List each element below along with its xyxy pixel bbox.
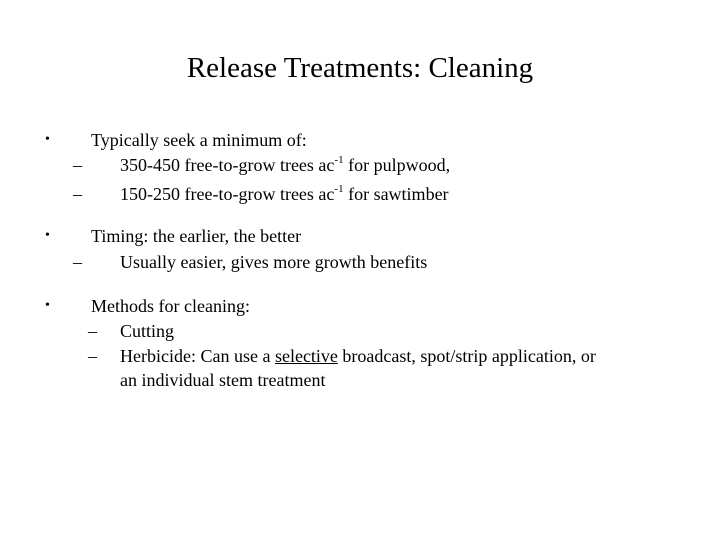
list-item-text: for sawtimber bbox=[343, 184, 449, 204]
slide-title: Release Treatments: Cleaning bbox=[186, 52, 534, 84]
list-item-sawtimber bbox=[120, 182, 449, 206]
list-item-text: 150-250 free-to-grow trees ac bbox=[120, 184, 335, 204]
bullet-heading-methods: Methods for cleaning: bbox=[91, 296, 250, 316]
bullet-icon: • bbox=[45, 298, 50, 313]
bullet-icon: • bbox=[45, 228, 50, 243]
list-item-text: for pulpwood, bbox=[343, 155, 451, 175]
bullet-heading-minimum: Typically seek a minimum of: bbox=[91, 130, 307, 150]
list-item-herbicide bbox=[120, 344, 596, 368]
list-item-easier: Usually easier, gives more growth benefits bbox=[120, 252, 428, 272]
underlined-word: selective bbox=[274, 346, 338, 366]
list-item-text: 350-450 free-to-grow trees ac bbox=[120, 155, 335, 175]
dash-icon: – bbox=[73, 155, 82, 175]
list-item-cutting: Cutting bbox=[120, 321, 175, 341]
bullet-heading-timing: Timing: the earlier, the better bbox=[91, 226, 302, 246]
dash-icon: – bbox=[73, 184, 82, 204]
list-item-pulpwood bbox=[120, 153, 450, 177]
dash-icon: – bbox=[88, 346, 97, 366]
list-item-herbicide-continuation: an individual stem treatment bbox=[120, 370, 326, 390]
superscript: -1 bbox=[334, 183, 344, 195]
bullet-icon: • bbox=[45, 132, 50, 147]
dash-icon: – bbox=[88, 321, 97, 341]
superscript: -1 bbox=[334, 154, 344, 166]
dash-icon: – bbox=[73, 252, 82, 272]
list-item-text: broadcast, spot/strip application, or bbox=[337, 346, 596, 366]
list-item-text: Herbicide: Can use a bbox=[120, 346, 275, 366]
